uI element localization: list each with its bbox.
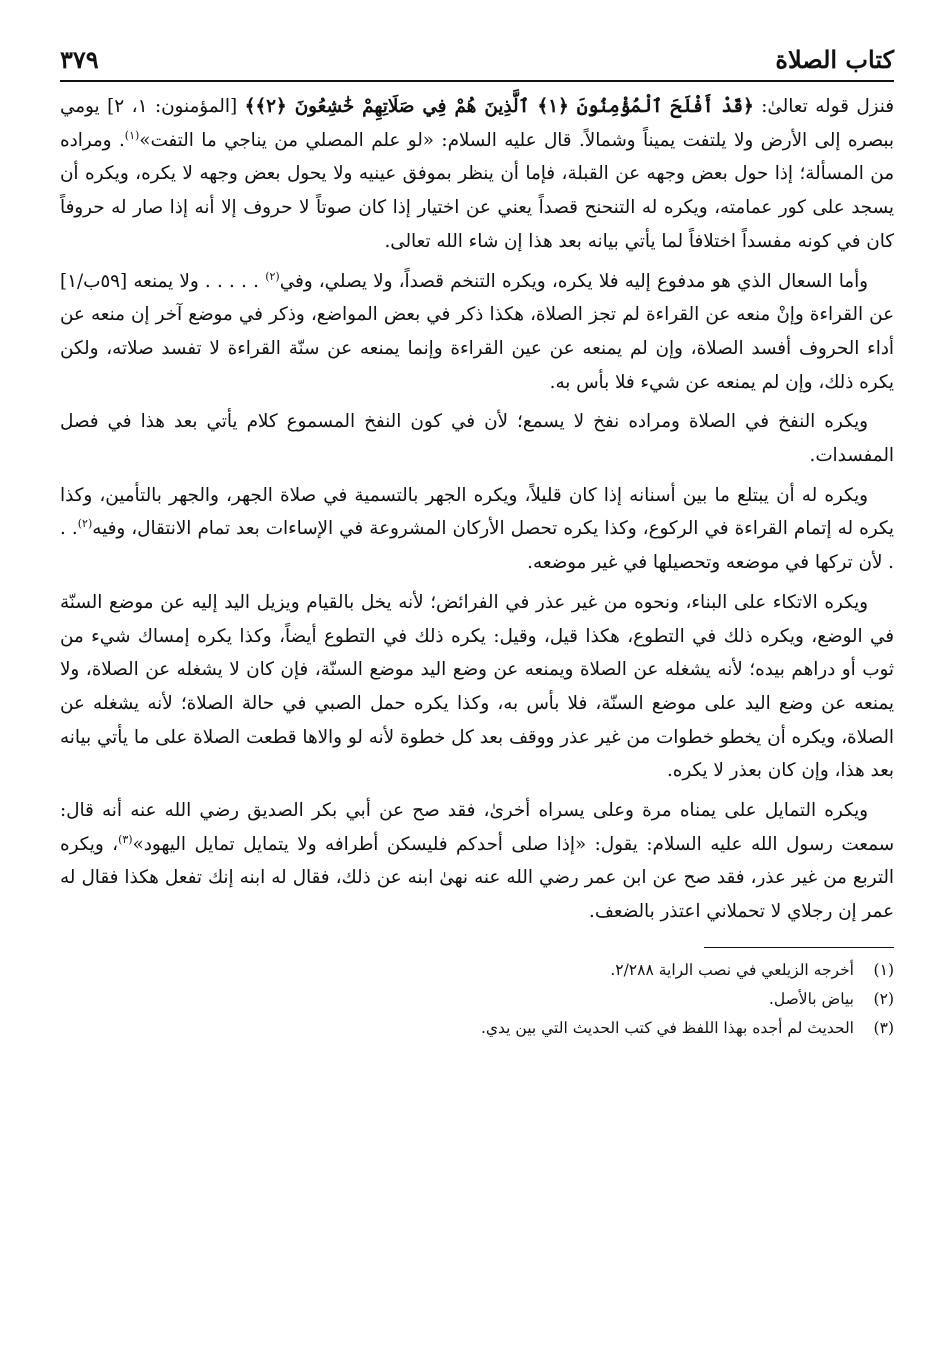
paragraph: ويكره النفخ في الصلاة ومراده نفخ لا يسمع؛ لأن في كون النفخ المسموع كلام يأتي بعد هذا في فصل المفسدات. (60, 411, 894, 467)
page-number: ٣٧٩ (60, 45, 99, 74)
running-head (60, 44, 894, 78)
footnote-rule (704, 947, 894, 948)
header-rule (60, 80, 894, 82)
footnotes (60, 956, 894, 1043)
paragraph: فنزل قوله تعالىٰ: ﴿قَدْ أَفْلَحَ ٱلْمُؤْمِنُونَ ﴿١﴾ ٱلَّذِينَ هُمْ فِي صَلَاتِهِمْ خَٰشِعُونَ ﴿٢﴾﴾ [المؤمنون: ١، ٢] يومي ببصره إلى الأرض ولا يلتفت يميناً وشمالاً. قال عليه السلام: «لو علم المصلي من يناجي ما التفت»$^{(١)}$. ومراده من المسألة؛ إذا حول بعض وجهه عن القبلة، فإما أن ينظر بموفق عينيه ولا يحول بعض وجهه لا يكره، ويكره أن يسجد على كور عمامته، ويكره له التنحنح قصداً يعني عن اختيار إذا كان صوتاً لا حروف إلا أنه إذا صار له حروفاً كان في كونه مفسداً اختلافاً لما يأتي بيانه بعد هذا إن شاء الله تعالى. (60, 96, 894, 252)
footnote (60, 1014, 894, 1043)
footnote (60, 956, 894, 985)
footnote-ref: (١) (124, 128, 140, 142)
book-page (60, 44, 894, 1334)
body-text (60, 90, 894, 929)
footnote-text: بياض بالأصل. (768, 989, 854, 1008)
paragraph: ويكره له أن يبتلع ما بين أسنانه إذا كان قليلاً، ويكره الجهر بالتسمية في صلاة الجهر، والجهر بالتأمين، وكذا يكره له إتمام القراءة في الركوع، وكذا يكره تحصل الأركان المشروعة في الإساءات بعد تمام الانتقال، وفيه$^{(٢)}$. . . لأن تركها في موضعه وتحصيلها في غير موضعه. (60, 484, 894, 574)
footnote-number: (٢) (873, 989, 894, 1008)
paragraph: ويكره الاتكاء على البناء، ونحوه من غير عذر في الفرائض؛ لأنه يخل بالقيام ويزيل اليد إليه عن موضع السنّة في الوضع، ويكره ذلك في التطوع، هكذا قيل، وقيل: يكره ذلك في التطوع أيضاً، وكذا يكره إمساك شيء من ثوب أو دراهم بيده؛ لأنه يشغله عن الصلاة ويمنعه عن وضع اليد موضع السنّة، فإن كان لا يشغله عن الصلاة، ولا يمنعه عن وضع اليد على موضع السنّة، فلا بأس به، وكذا يكره حمل الصبي في حالة الصلاة؛ لأنه يشغله عن الصلاة، ويكره أن يخطو خطوات من غير عذر ووقف بعد كل خطوة لأنه لو والاها قطعت الصلاة على ما يأتي بيانه بعد هذا، وإن كان بعذر لا يكره. (60, 591, 894, 782)
footnote-text: أخرجه الزيلعي في نصب الراية ٢/٢٨٨. (610, 960, 854, 979)
footnote-number: (٣) (873, 1018, 894, 1037)
quran-verse: ﴿قَدْ أَفْلَحَ ٱلْمُؤْمِنُونَ ﴿١﴾ ٱلَّذِينَ هُمْ فِي صَلَاتِهِمْ خَٰشِعُونَ ﴿٢﴾﴾ (244, 96, 754, 117)
footnote-ref: (٢) (77, 517, 93, 531)
footnote-number: (١) (873, 960, 894, 979)
footnote (60, 985, 894, 1014)
footnote-ref: (٢) (265, 269, 280, 283)
chapter-title: كتاب الصلاة (775, 45, 894, 74)
paragraph: وأما السعال الذي هو مدفوع إليه فلا يكره، ويكره التنخم قصداً، ولا يصلي، وفي$^{(٢)}$ . . . . . ولا يمنعه [٥٩ب/١] عن القراءة وإنْ منعه عن القراءة لم تجز الصلاة، هكذا ذكر في بعض المواضع، وذكر في موضع آخر إن منعه عن أداء الحروف أفسد الصلاة، وإن لم يمنعه عن عين القراءة وإنما يمنعه عن سنّة القراءة لا تفسد صلاته، ولكن يكره ذلك، وإن لم يمنعه عن شيء فلا بأس به. (60, 269, 894, 393)
footnote-ref: (٣) (118, 832, 133, 846)
footnote-text: الحديث لم أجده بهذا اللفظ في كتب الحديث التي بين يدي. (480, 1018, 854, 1037)
paragraph: ويكره التمايل على يمناه مرة وعلى يسراه أخرىٰ، فقد صح عن أبي بكر الصديق رضي الله عنه أنه قال: سمعت رسول الله عليه السلام: يقول: «إذا صلى أحدكم فليسكن أطرافه ولا يتمايل تمايل اليهود»$^{(٣)}$، ويكره التربع من غير عذر، فقد صح عن ابن عمر رضي الله عنه نهىٰ ابنه عن ذلك، فقال له ابنه إنك تفعل هكذا فقال له عمر إن رجلاي لا تحملاني اعتذر بالضعف. (60, 800, 894, 923)
